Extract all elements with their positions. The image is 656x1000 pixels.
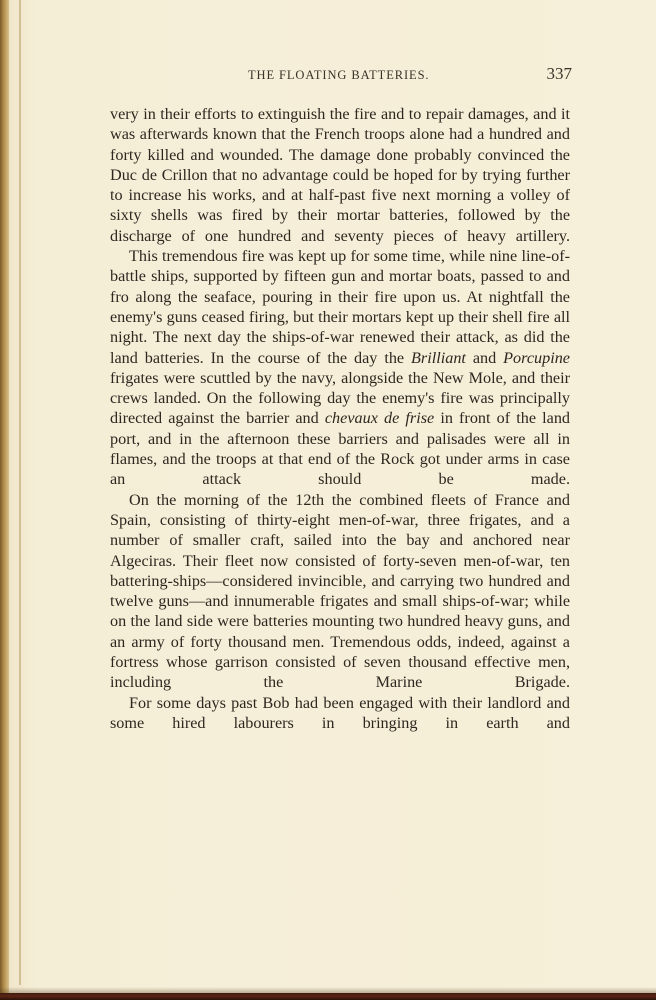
paragraph-4: For some days past Bob had been engaged with their landlord and some hired labourers in bringing in earth and <box>110 693 570 732</box>
paragraph-2-text-a: This tremendous fire was kept up for some time, while nine line-of-battle ships, supported by fifteen gun and mortar boats, passed to and fro along the seaface, pouring in their fire upon us. At nightfall the enemy's guns ceased firing, but their mortars kept up their shell fire all night. The next day the ships-of-war renewed their attack, as did the land batteries. In the course of the day the <box>110 247 570 367</box>
book-bottom-edge <box>0 993 656 1000</box>
running-head <box>110 64 570 86</box>
book-spine-edge <box>0 0 9 1000</box>
ship-name-brilliant: Brilliant <box>411 348 466 367</box>
running-title: THE FLOATING BATTERIES. <box>248 68 430 82</box>
paragraph-2-text-c: frigates were scuttled by the navy, alongside the New Mole, and their crews landed. On the following day the enemy's fire was principally directed against the barrier and <box>110 368 570 428</box>
gutter-line <box>19 0 21 985</box>
paragraph-2-text-d: in front of the land port, and in the afternoon these barriers and palisades were all in flames, and the troops at that end of the Rock got under arms in case an attack should be made. <box>110 409 571 489</box>
paragraph-2 <box>110 246 570 490</box>
ship-name-porcupine: Porcupine <box>503 348 570 367</box>
body-text <box>110 104 570 733</box>
term-chevaux-de-frise: chevaux de frise <box>324 409 435 428</box>
paragraph-1: very in their efforts to extinguish the fire and to repair damages, and it was afterwards known that the French troops alone had a hundred and forty killed and wounded. The damage done probably convinced the Duc de Crillon that no advantage could be hoped for by trying further to increase his works, and at half-past five next morning a volley of sixty shells was fired by their mortar batteries, followed by the discharge of one hundred and seventy pieces of heavy artillery. <box>110 105 570 245</box>
page-number: 337 <box>546 64 572 83</box>
paragraph-3: On the morning of the 12th the combined fleets of France and Spain, consisting of thirty-eight men-of-war, three frigates, and a number of smaller craft, sailed into the bay and anchored near Algeciras. Their fleet now consisted of forty-seven men-of-war, ten battering-ships—considered invincible, and carrying two hundred and twelve guns—and innumerable frigates and small ships-of-war; while on the land side were batteries mounting two hundred heavy guns, and an army of forty thousand men. Tremendous odds, indeed, against a fortress whose garrison consisted of seven thousand effective men, including the Marine Brigade. <box>110 490 570 692</box>
paragraph-2-text-b: and <box>465 348 504 367</box>
